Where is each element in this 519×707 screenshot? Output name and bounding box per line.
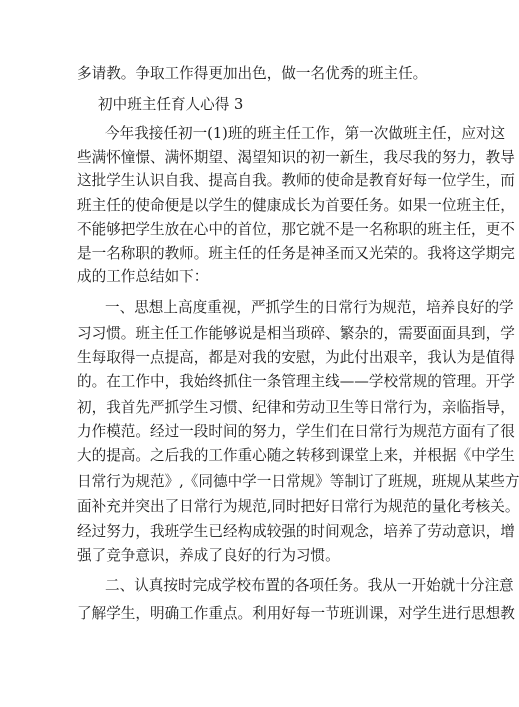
paragraph-line: 了解学生，明确工作重点。利用好每一节班训课，对学生进行思想教 <box>77 605 515 622</box>
paragraph-line: 强了竞争意识，养成了良好的行为习惯。 <box>77 547 340 564</box>
paragraph-line: 日常行为规范》,《同德中学一日常规》等制订了班规，班规从某些方 <box>77 473 519 490</box>
paragraph-line: 些满怀憧憬、满怀期望、渴望知识的初一新生，我尽我的努力，教导 <box>77 149 515 166</box>
paragraph-line: 面补充并突出了日常行为规范,同时把好日常行为规范的量化考核关。 <box>77 498 519 515</box>
paragraph-line: 今年我接任初一(1)班的班主任工作，第一次做班主任，应对这 <box>105 125 506 142</box>
paragraph-line: 这批学生认识自我、提高自我。教师的使命是教育好每一位学生，而 <box>77 172 515 189</box>
paragraph-line: 成的工作总结如下： <box>77 268 209 285</box>
paragraph-line: 多请教。争取工作得更加出色，做一名优秀的班主任。 <box>77 65 428 82</box>
paragraph-line: 是一名称职的教师。班主任的任务是神圣而又光荣的。我将这学期完 <box>77 245 515 262</box>
paragraph-line: 生每取得一点提高，都是对我的安慰，为此付出艰辛，我认为是值得 <box>77 349 515 366</box>
paragraph-line: 经过努力，我班学生已经构成较强的时间观念，培养了劳动意识，增 <box>77 523 515 540</box>
paragraph-line: 习习惯。班主任工作能够说是相当琐碎、繁杂的，需要面面具到，学 <box>77 325 515 342</box>
paragraph-line: 二、认真按时完成学校布置的各项任务。我从一开始就十分注意 <box>105 577 514 594</box>
paragraph-line: 一、思想上高度重视，严抓学生的日常行为规范，培养良好的学 <box>105 299 514 316</box>
paragraph-line: 不能够把学生放在心中的首位，那它就不是一名称职的班主任，更不 <box>77 221 515 238</box>
paragraph-line: 力作模范。经过一段时间的努力，学生们在日常行为规范方面有了很 <box>77 423 515 440</box>
paragraph-line: 的。在工作中，我始终抓住一条管理主线——学校常规的管理。开学 <box>77 373 515 390</box>
section-heading: 初中班主任育人心得 3 <box>98 96 244 113</box>
paragraph-line: 班主任的使命便是以学生的健康成长为首要任务。如果一位班主任， <box>77 197 515 214</box>
paragraph-line: 大的提高。之后我的工作重心随之转移到课堂上来，并根据《中学生 <box>77 447 515 464</box>
paragraph-line: 初，我首先严抓学生习惯、纪律和劳动卫生等日常行为，亲临指导， <box>77 399 515 416</box>
